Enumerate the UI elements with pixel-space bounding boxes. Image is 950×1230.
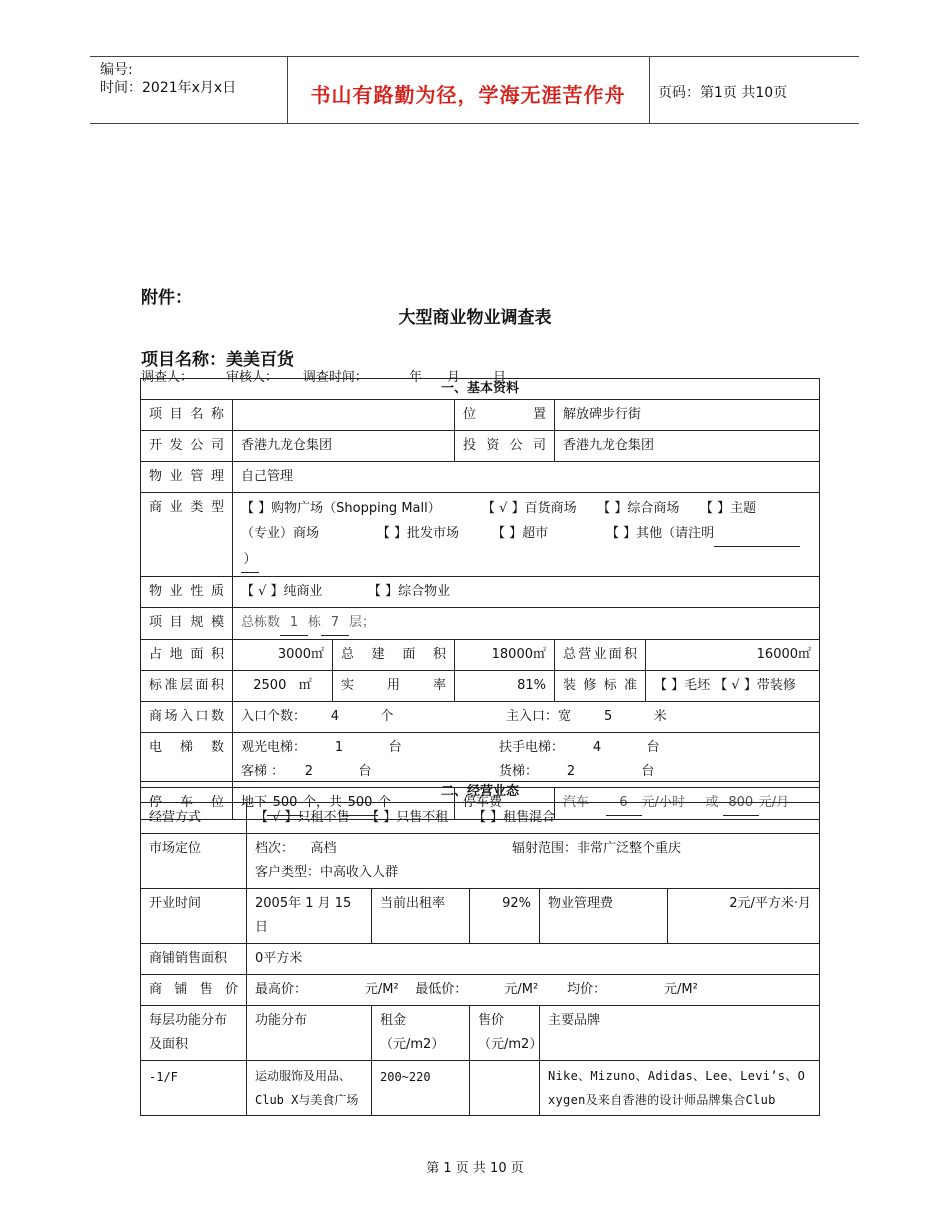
property-nature-label: 物 业 性 质: [141, 577, 233, 608]
survey-info-line: 调查人： 审核人： 调查时间： 年 月 日: [141, 370, 507, 385]
function-column-header: 功能分布: [247, 1006, 372, 1061]
section-title: 一、基本资料: [141, 379, 820, 400]
project-name-label: 项 目 名 称: [141, 400, 233, 431]
parking-label: 停 车 位: [141, 788, 233, 820]
table-row: [141, 1061, 820, 1116]
management-value: 自己管理: [233, 462, 820, 493]
opening-time-value: 2005年 1 月 15 日: [247, 889, 372, 944]
project-name-heading: 项目名称：美美百货: [141, 350, 294, 370]
header-page-code: 页码：第1页 共10页: [658, 85, 788, 101]
shop-price-value: 最高价： 元/M² 最低价： 元/M² 均价： 元/M²: [247, 975, 820, 1006]
other-note-blank: [714, 521, 800, 547]
table-row: [141, 834, 820, 889]
freight-elevator: 货梯： 2 台: [499, 764, 655, 779]
usage-rate-value: 81%: [455, 671, 555, 702]
scale-unit: 栋: [308, 615, 322, 630]
standard-floor-value: 2500 ㎡: [233, 671, 333, 702]
business-area-label: 总营业面积: [555, 640, 646, 671]
parking-fee-car: 汽车: [563, 795, 590, 810]
management-fee-label: 物业管理费: [540, 889, 668, 944]
table-row: [141, 400, 820, 431]
table-row: [141, 671, 820, 702]
shop-sales-area-value: 0平方米: [247, 944, 820, 975]
parking-fee-label: 停车费: [455, 788, 555, 820]
floor-count: 7: [321, 611, 349, 636]
market-position-label: 市场定位: [141, 834, 247, 889]
monthly-fee: 800: [723, 791, 759, 816]
project-name-value: [233, 400, 455, 431]
function-cell: 运动服饰及用品、Club X与美食广场: [247, 1061, 372, 1116]
appendix-label: 附件：: [141, 288, 192, 308]
land-area-label: 占 地 面 积: [141, 640, 233, 671]
table-row: [141, 493, 820, 577]
standard-floor-label: 标准层面积: [141, 671, 233, 702]
main-entrance-width: 主入口：宽 5 米: [506, 709, 667, 724]
table-row: [141, 462, 820, 493]
project-scale-label: 项 目 规 模: [141, 608, 233, 640]
investor-label: 投 资 公 司: [455, 431, 555, 462]
table-row: [141, 975, 820, 1006]
scale-suffix: 层；: [349, 615, 376, 630]
brands-cell: Nike、Mizuno、Adidas、Lee、Levi’s、Oxygen及来自香港的设计师品牌集合Club: [540, 1061, 820, 1116]
hourly-fee: 6: [606, 791, 642, 816]
business-type-line: [241, 521, 811, 547]
gfa-value: 18000㎡: [455, 640, 555, 671]
location-value: 解放碑步行街: [555, 400, 820, 431]
shop-sales-area-label: 商铺销售面积: [141, 944, 247, 975]
elevator-value: [233, 733, 820, 788]
location-label: 位 置: [455, 400, 555, 431]
total-spaces: 500: [342, 791, 378, 816]
parking-mid: 个，共: [303, 795, 343, 810]
management-fee-value: 2元/平方米·月: [668, 889, 820, 944]
floor-cell: -1/F: [141, 1061, 247, 1116]
building-count: 1: [280, 611, 308, 636]
business-type-line: 【 】购物广场（Shopping Mall） 【 √ 】百货商场 【 】综合商场 【 】主题: [241, 501, 757, 516]
basic-info-table: [140, 378, 820, 820]
shop-price-label: 商 铺 售 价: [141, 975, 247, 1006]
property-nature-value: 【 √ 】纯商业 【 】综合物业: [233, 577, 820, 608]
table-row: [141, 889, 820, 944]
decoration-label: 装 修 标 准: [555, 671, 646, 702]
business-type-close: ）: [241, 547, 259, 573]
business-type-label: 商 业 类 型: [141, 493, 233, 577]
document-time-label: 时间：2021年x月x日: [100, 80, 237, 96]
entrance-value: [233, 702, 820, 733]
entrance-count: 入口个数： 4 个: [241, 709, 394, 724]
header-divider: [649, 57, 650, 123]
table-row: [141, 1006, 820, 1061]
business-type-options: [233, 493, 820, 577]
table-row: [141, 944, 820, 975]
gfa-label: 总 建 面 积: [333, 640, 455, 671]
market-position-value: [247, 834, 820, 889]
position-grade: 档次： 高档: [255, 841, 337, 856]
table-row: [141, 803, 820, 834]
hourly-fee-unit: 元/小时 或: [641, 795, 719, 810]
decoration-value: 【 】毛坯 【 √ 】带装修: [646, 671, 820, 702]
escalator: 扶手电梯： 4 台: [499, 740, 660, 755]
radiation-range: 辐射范围：非常广泛整个重庆: [512, 841, 682, 856]
table-row: [141, 702, 820, 733]
document-title: 大型商业物业调查表: [398, 308, 552, 328]
operation-mode-label: 经营方式: [141, 803, 247, 834]
occupancy-label: 当前出租率: [372, 889, 470, 944]
page-footer: 第 1 页 共 10 页: [426, 1161, 524, 1176]
table-row: [141, 379, 820, 400]
parking-prefix: 地下: [241, 795, 268, 810]
table-row: [141, 608, 820, 640]
page-header: [90, 56, 859, 124]
elevator-label: 电 梯 数: [141, 733, 233, 788]
land-area-value: 3000㎡: [233, 640, 333, 671]
business-type-line: [241, 547, 811, 573]
usage-rate-label: 实 用 率: [333, 671, 455, 702]
business-area-value: 16000㎡: [646, 640, 820, 671]
operation-mode-value: 【 √ 】只租不售 【 】只售不租 【 】租售混合: [247, 803, 820, 834]
sale-cell: [470, 1061, 540, 1116]
parking-suffix: 个: [378, 795, 392, 810]
section-title: 二、经营业态: [141, 782, 820, 803]
sightseeing-elevator: 观光电梯： 1 台: [241, 740, 402, 755]
customer-type: 客户类型：中高收入人群: [255, 865, 399, 880]
developer-label: 开 发 公 司: [141, 431, 233, 462]
document-number-label: 编号:: [100, 62, 133, 78]
floor-distribution-label: 每层功能分布及面积: [141, 1006, 247, 1061]
brands-column-header: 主要品牌: [540, 1006, 820, 1061]
underground-spaces: 500: [267, 791, 303, 816]
management-label: 物 业 管 理: [141, 462, 233, 493]
passenger-elevator: 客梯 ： 2 台: [241, 764, 372, 779]
rent-cell: 200~220: [372, 1061, 470, 1116]
opening-time-label: 开业时间: [141, 889, 247, 944]
developer-value: 香港九龙仓集团: [233, 431, 455, 462]
operations-table: [140, 781, 820, 1116]
business-type-text: （专业）商场 【 】批发市场 【 】超市 【 】其他（请注明: [241, 526, 715, 541]
entrance-label: 商场入口数: [141, 702, 233, 733]
investor-value: 香港九龙仓集团: [555, 431, 820, 462]
table-row: [141, 782, 820, 803]
header-motto: 书山有路勤为径，学海无涯苦作舟: [310, 83, 626, 107]
table-row: [141, 640, 820, 671]
sale-column-header: 售价（元/m2）: [470, 1006, 540, 1061]
rent-column-header: 租金（元/m2）: [372, 1006, 470, 1061]
table-row: [141, 577, 820, 608]
project-scale-value: [233, 608, 820, 640]
occupancy-value: 92%: [470, 889, 540, 944]
table-row: [141, 733, 820, 788]
monthly-fee-unit: 元/月: [758, 795, 790, 810]
scale-prefix: 总栋数: [241, 615, 281, 630]
table-row: [141, 431, 820, 462]
